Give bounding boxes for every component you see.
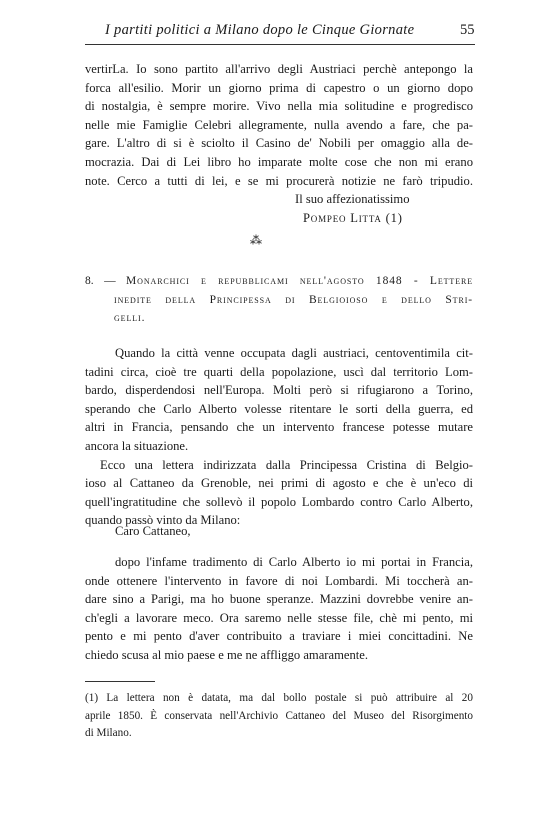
- text-line: pento e mi pento d'aver contribuito a traviare i miei concittadini. Ne: [85, 629, 473, 644]
- section-number: 8. —: [85, 275, 116, 287]
- text-line: quell'ingratitudine che sollevò il popolo Lombardo contro Carlo Alberto,: [85, 494, 473, 509]
- text-line: ancora la situazione.: [85, 438, 189, 453]
- section-heading-line1: [85, 272, 473, 291]
- text-line: ch'egli a lavorare meco. Ora saremo nelle stesse file, chè mi pento, mi: [85, 610, 473, 625]
- text-line: bardo, disperdendosi nell'Europa. Molti però si rifugiarono a Torino,: [85, 383, 473, 398]
- text-line: vertirLa. Io sono partito all'arrivo degli Austriaci perchè antepongo la: [85, 62, 473, 76]
- text-line: gare. L'altro di si è sciolto il Casino de' Nobili per omaggio alla de-: [85, 136, 473, 151]
- footnote: [85, 690, 473, 743]
- text-line: Quando la città venne occupata dagli austriaci, centoventimila cit-: [115, 346, 473, 360]
- asterism-divider: ⁂: [250, 233, 262, 247]
- text-line: altri in Francia, pensando che un intervento francese potesse mutare: [85, 420, 473, 435]
- footnote-line: di Milano.: [85, 727, 132, 740]
- intro-paragraph: [85, 344, 473, 530]
- section-title-line2: inedite della Principessa di Belgioioso e dello Stri-: [114, 293, 473, 306]
- header-rule: [85, 44, 475, 45]
- page-number: 55: [460, 22, 475, 38]
- text-line: ioso al Cattaneo da Grenoble, nei primi di agosto e che è un'eco di: [85, 476, 473, 491]
- footnote-rule: [85, 681, 155, 682]
- letter-litta-text: [85, 60, 473, 190]
- signature-name: Pompeo Litta (1): [303, 210, 403, 225]
- text-line: chiedo scusa al mio paese e me ne affliggo amaramente.: [85, 647, 369, 662]
- text-line: dopo l'infame tradimento di Carlo Alberto io mi portai in Francia,: [115, 555, 473, 569]
- salutation-text: Caro Cattaneo,: [115, 524, 191, 538]
- letter-signature: [295, 190, 410, 227]
- text-line: forca all'esilio. Morir un giorno prima di capestro o un giorno dopo: [85, 80, 473, 95]
- text-line: dare sino a Parigi, ma ho buone speranze. Mazzini dovrebbe venire an-: [85, 592, 473, 607]
- signature-closing: Il suo affezionatissimo: [295, 192, 410, 206]
- text-line: note. Cerco a tutti di lei, e se mi procurerà notizie ne farò tripudio.: [85, 173, 473, 188]
- page-header: [85, 20, 485, 46]
- text-line: Ecco una lettera indirizzata dalla Principessa Cristina di Belgio-: [100, 457, 473, 472]
- footnote-line: (1) La lettera non è datata, ma dal bollo postale si può attribuire al 20: [85, 692, 473, 704]
- text-line: tadini circa, cioè tre quarti della popolazione, uscì dal territorio Lom-: [85, 364, 473, 379]
- section-heading: [85, 272, 473, 328]
- text-line: di nostalgia, è sempre morire. Vivo nella mia solitudine e progredisco: [85, 99, 473, 114]
- section-title-line1: Monarchici e repubblicami nell'agosto 1848 - Lettere: [126, 275, 473, 287]
- letter-belgioioso-text: [85, 553, 473, 665]
- text-line: sperando che Carlo Alberto volesse ritentare le sorti della guerra, ed: [85, 401, 473, 416]
- footnote-line: aprile 1850. È conservata nell'Archivio Cattaneo del Museo del Risorgimento: [85, 709, 473, 722]
- running-title: I partiti politici a Milano dopo le Cinque Giornate: [105, 22, 415, 38]
- section-title-line3: gelli.: [114, 312, 146, 325]
- text-line: quando passò vinto da Milano:: [85, 513, 241, 528]
- text-line: mocrazia. Dai di Lei libro ho imparate molte cose che non mi erano: [85, 154, 473, 169]
- text-line: nelle mie Famiglie Celebri allegramente, nulla avendo a fare, che pa-: [85, 117, 473, 132]
- text-line: onde ottenere l'intervento in favore di noi Lombardi. Mi toccherà an-: [85, 573, 473, 588]
- salutation: [85, 522, 473, 541]
